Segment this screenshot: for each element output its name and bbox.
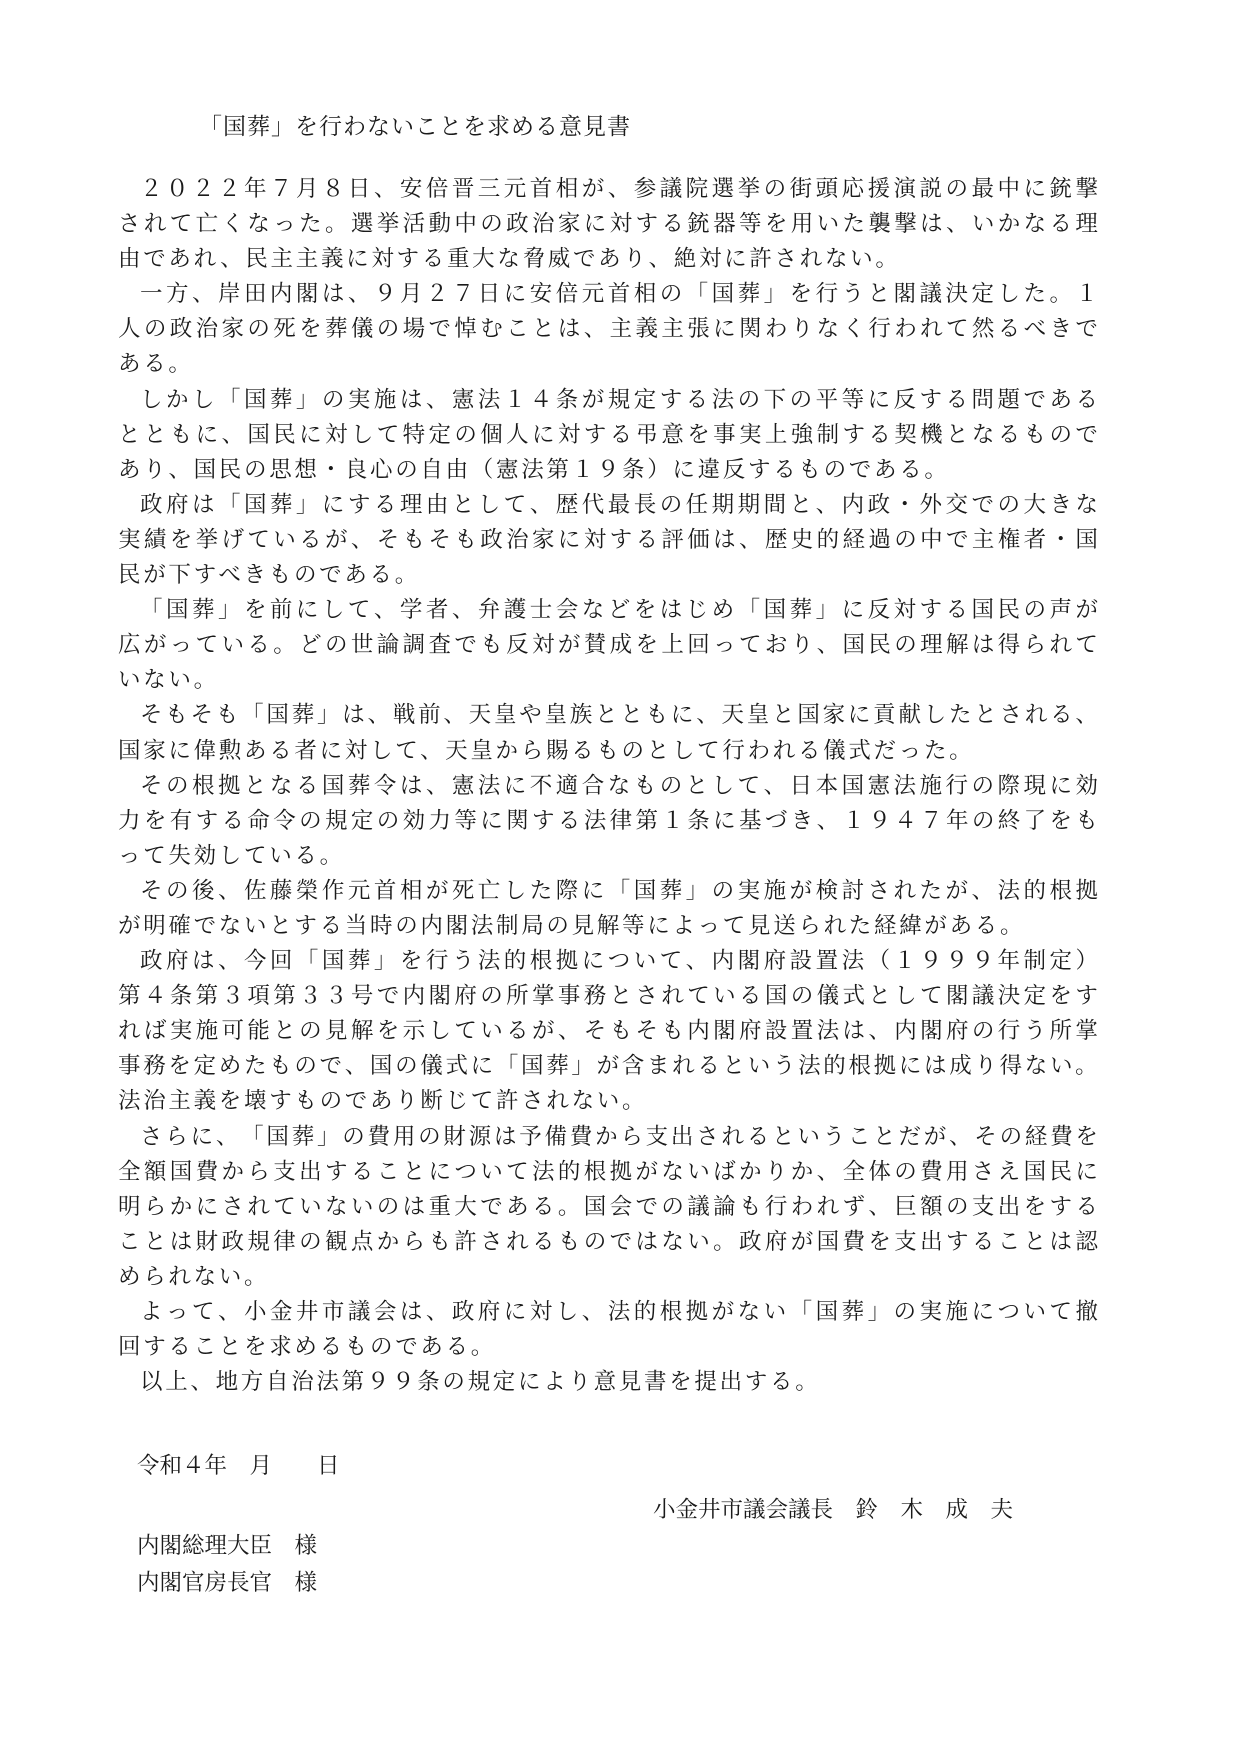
body-line: って失効している。 — [118, 842, 345, 869]
signer-line: 小金井市議会議長 鈴 木 成 夫 — [653, 1497, 1014, 1523]
body-line: 人 の 政 治 家 の 死 を 葬 儀 の 場 で 悼 む こ と は 、 主 義 主 張 に 関 わ り な く 行 わ れ て 然 る べ き で — [118, 316, 1098, 343]
body-line: し か し 「 国 葬 」 の 実 施 は 、 憲 法 １ ４ 条 が 規 定 す る 法 の 下 の 平 等 に 反 す る 問 題 で あ る — [140, 386, 1098, 413]
body-line: ある。 — [118, 351, 194, 378]
body-line: そ も そ も 「 国 葬 」 は 、 戦 前 、 天 皇 や 皇 族 と と も に 、 天 皇 と 国 家 に 貢 献 し た と さ れ る 、 — [140, 702, 1098, 729]
body-line: そ の 後 、 佐 藤 榮 作 元 首 相 が 死 亡 し た 際 に 「 国 葬 」 の 実 施 が 検 討 さ れ た が 、 法 的 根 拠 — [140, 877, 1098, 904]
body-line: そ の 根 拠 と な る 国 葬 令 は 、 憲 法 に 不 適 合 な も の と し て 、 日 本 国 憲 法 施 行 の 際 現 に 効 — [140, 772, 1098, 799]
body-line: よ っ て 、 小 金 井 市 議 会 は 、 政 府 に 対 し 、 法 的 根 拠 が な い 「 国 葬 」 の 実 施 に つ い て 撤 — [140, 1299, 1098, 1325]
body-line: 広 が っ て い る 。 ど の 世 論 調 査 で も 反 対 が 賛 成 を 上 回 っ て お り 、 国 民 の 理 解 は 得 ら れ て — [118, 632, 1098, 659]
document-body — [118, 172, 1098, 1400]
addressee-prime-minister: 内閣総理大臣 様 — [137, 1533, 318, 1559]
body-line: れ ば 実 施 可 能 と の 見 解 を 示 し て い る が 、 そ も そ も 内 閣 府 設 置 法 は 、 内 閣 府 の 行 う 所 掌 — [118, 1018, 1098, 1045]
body-line: こ と は 財 政 規 律 の 観 点 か ら も 許 さ れ る も の で は な い 。 政 府 が 国 費 を 支 出 す る こ と は 認 — [118, 1228, 1098, 1255]
body-line: あり、国民の思想・良心の自由（憲法第１９条）に違反するものである。 — [118, 456, 950, 483]
body-line: 全 額 国 費 か ら 支 出 す る こ と に つ い て 法 的 根 拠 が な い ば か り か 、 全 体 の 費 用 さ え 国 民 に — [118, 1158, 1098, 1185]
body-line: 力 を 有 す る 命 令 の 規 定 の 効 力 等 に 関 す る 法 律 第 １ 条 に 基 づ き 、 １ ９ ４ ７ 年 の 終 了 を も — [118, 807, 1098, 834]
body-line: いない。 — [118, 667, 219, 694]
date-line: 令和４年 月 日 — [137, 1453, 340, 1479]
body-line: と と も に 、 国 民 に 対 し て 特 定 の 個 人 に 対 す る 弔 意 を 事 実 上 強 制 す る 契 機 と な る も の で — [118, 421, 1098, 448]
body-line: さ れ て 亡 く な っ た 。 選 挙 活 動 中 の 政 治 家 に 対 す る 銃 器 等 を 用 い た 襲 撃 は 、 い か な る 理 — [118, 211, 1098, 238]
body-line: 以上、地方自治法第９９条の規定により意見書を提出する。 — [140, 1369, 821, 1396]
body-line: 国家に偉勲ある者に対して、天皇から賜るものとして行われる儀式だった。 — [118, 737, 975, 764]
document-title: 「国葬」を行わないことを求める意見書 — [199, 114, 631, 140]
body-line: 事 務 を 定 め た も の で 、 国 の 儀 式 に 「 国 葬 」 が 含 ま れ る と い う 法 的 根 拠 に は 成 り 得 な い 。 — [118, 1053, 1098, 1080]
body-line: 一 方 、 岸 田 内 閣 は 、 ９ 月 ２ ７ 日 に 安 倍 元 首 相 の 「 国 葬 」 を 行 う と 閣 議 決 定 し た 。 １ — [140, 281, 1098, 308]
addressee-chief-cabinet-secretary: 内閣官房長官 様 — [137, 1570, 318, 1596]
body-line: 第 ４ 条 第 ３ 項 第 ３ ３ 号 で 内 閣 府 の 所 掌 事 務 と さ れ て い る 国 の 儀 式 と し て 閣 議 決 定 を す — [118, 983, 1098, 1010]
body-line: 由であれ、民主主義に対する重大な脅威であり、絶対に許されない。 — [118, 246, 901, 273]
body-line: 明 ら か に さ れ て い な い の は 重 大 で あ る 。 国 会 で の 議 論 も 行 わ れ ず 、 巨 額 の 支 出 を す る — [118, 1193, 1098, 1220]
body-line: ２ ０ ２ ２ 年 ７ 月 ８ 日 、 安 倍 晋 三 元 首 相 が 、 参 議 院 選 挙 の 街 頭 応 援 演 説 の 最 中 に 銃 撃 — [140, 176, 1098, 202]
body-line: められない。 — [118, 1263, 270, 1290]
body-line: 回することを求めるものである。 — [118, 1334, 497, 1361]
body-line: 実 績 を 挙 げ て い る が 、 そ も そ も 政 治 家 に 対 す る 評 価 は 、 歴 史 的 経 過 の 中 で 主 権 者 ・ 国 — [118, 526, 1098, 553]
body-line: 法治主義を壊すものであり断じて許されない。 — [118, 1088, 648, 1115]
body-line: 「 国 葬 」 を 前 に し て 、 学 者 、 弁 護 士 会 な ど を は じ め 「 国 葬 」 に 反 対 す る 国 民 の 声 が — [140, 597, 1098, 624]
body-line: が明確でないとする当時の内閣法制局の見解等によって見送られた経緯がある。 — [118, 912, 1026, 939]
body-line: 政 府 は 「 国 葬 」 に す る 理 由 と し て 、 歴 代 最 長 の 任 期 期 間 と 、 内 政 ・ 外 交 で の 大 き な — [140, 491, 1098, 518]
body-line: 民が下すべきものである。 — [118, 562, 420, 589]
body-line: 政 府 は 、 今 回 「 国 葬 」 を 行 う 法 的 根 拠 に つ い て 、 内 閣 府 設 置 法 （ １ ９ ９ ９ 年 制 定 ） — [140, 948, 1098, 975]
body-line: さ ら に 、 「 国 葬 」 の 費 用 の 財 源 は 予 備 費 か ら 支 出 さ れ る と い う こ と だ が 、 そ の 経 費 を — [140, 1123, 1098, 1150]
